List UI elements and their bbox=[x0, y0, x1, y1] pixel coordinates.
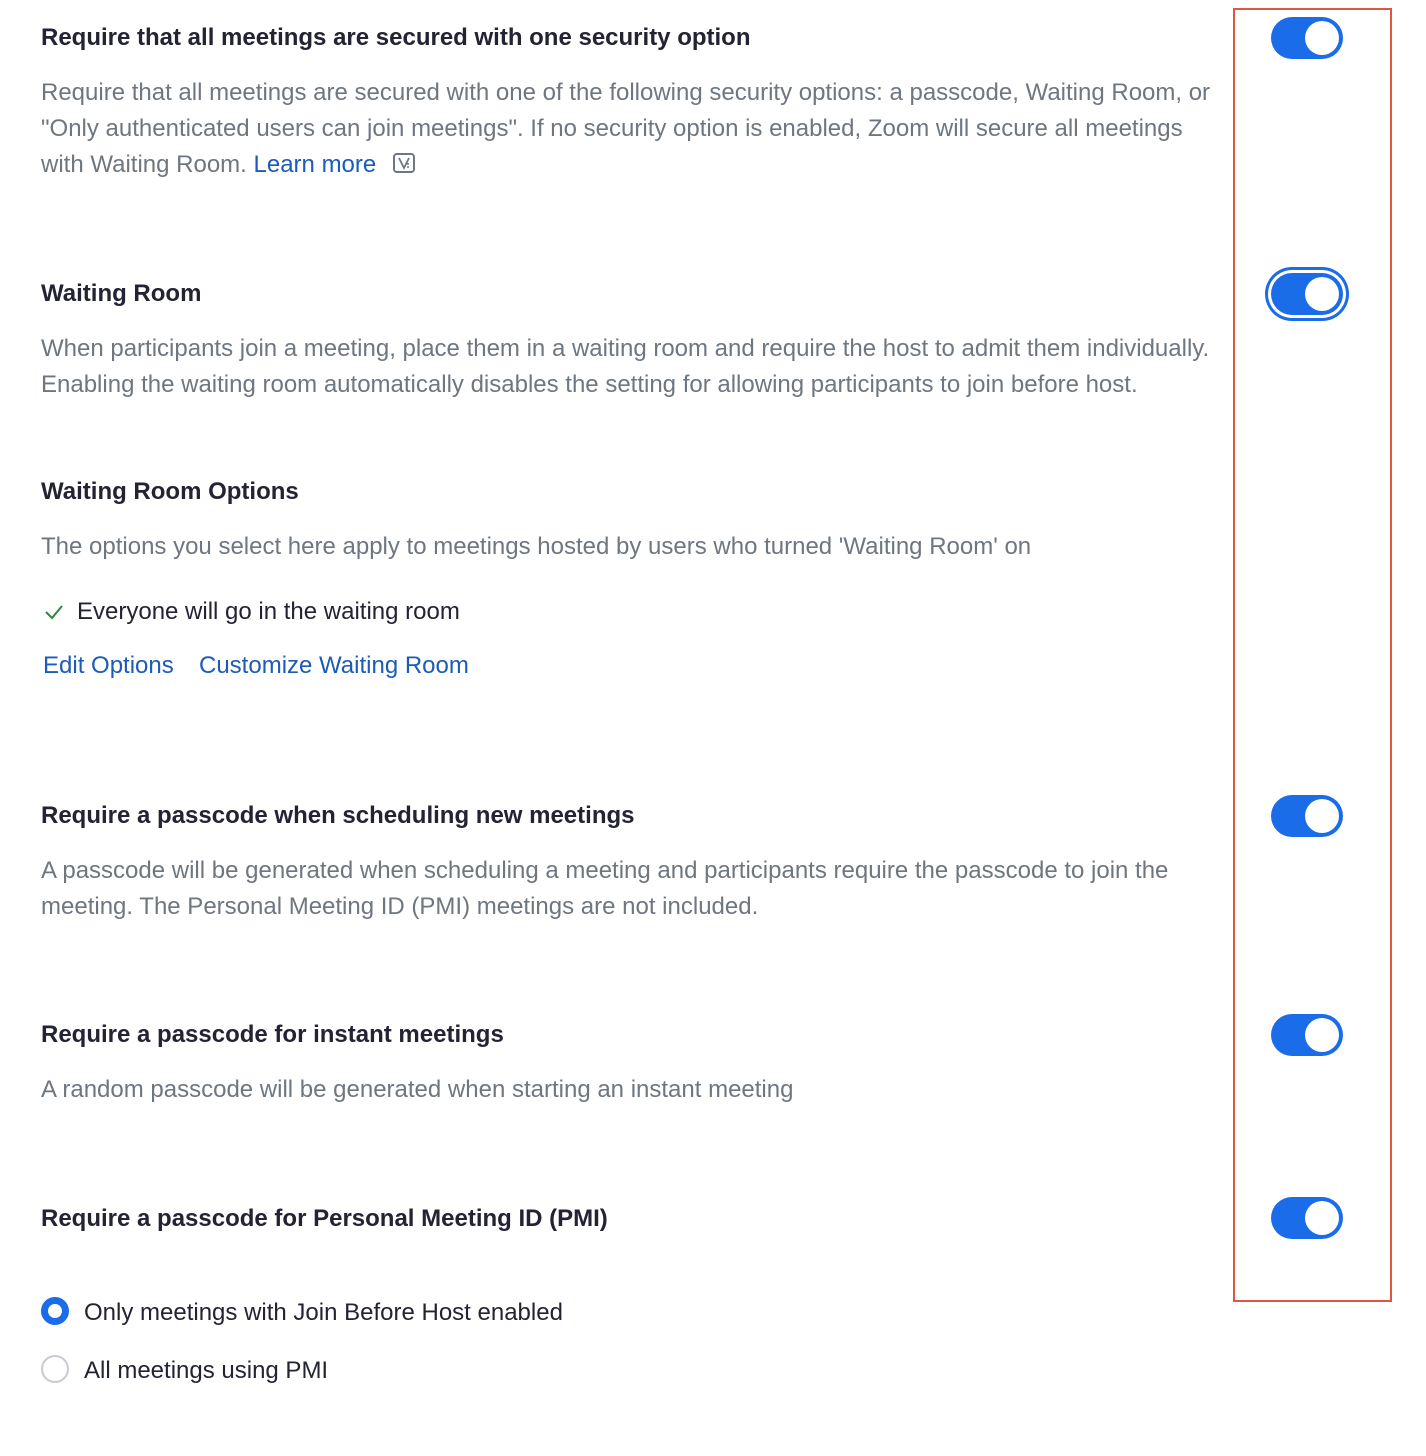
learn-more-link[interactable]: Learn more bbox=[253, 151, 377, 178]
radio-all-meetings-pmi[interactable] bbox=[41, 1355, 69, 1383]
edit-options-link[interactable]: Edit Options bbox=[43, 652, 174, 679]
waiting-room-options-title: Waiting Room Options bbox=[41, 478, 299, 505]
setting-desc-security-option bbox=[41, 75, 1231, 183]
radio-label-join-before-host[interactable]: Only meetings with Join Before Host enabled bbox=[84, 1299, 563, 1326]
customize-waiting-room-link[interactable]: Customize Waiting Room bbox=[199, 652, 469, 679]
highlight-box bbox=[1233, 8, 1392, 1302]
checkmark-icon bbox=[44, 602, 64, 627]
setting-title-security-option: Require that all meetings are secured with one security option bbox=[41, 24, 751, 51]
setting-title-waiting-room: Waiting Room bbox=[41, 280, 202, 307]
radio-join-before-host[interactable] bbox=[41, 1297, 69, 1325]
setting-desc-passcode-scheduling: A passcode will be generated when scheduling a meeting and participants require the passcode to join the meeting. The Personal Meeting ID (PMI) meetings are not included. bbox=[41, 857, 1169, 920]
radio-label-all-meetings-pmi[interactable]: All meetings using PMI bbox=[84, 1357, 329, 1384]
setting-title-passcode-instant: Require a passcode for instant meetings bbox=[41, 1021, 504, 1048]
waiting-room-selected-option: Everyone will go in the waiting room bbox=[77, 598, 460, 625]
waiting-room-options-desc: The options you select here apply to meetings hosted by users who turned 'Waiting Room' on bbox=[41, 533, 1032, 560]
security-option-desc-text: Require that all meetings are secured with one of the following security options: a passcode, Waiting Room, or "Only authenticated users can join meetings". If no security option is enabled, Zoom will secure all meetings with Waiting Room. bbox=[41, 79, 1211, 178]
setting-desc-waiting-room: When participants join a meeting, place them in a waiting room and require the host to admit them individually. Enabling the waiting room automatically disables the setting for allowing participants to join before host. bbox=[41, 335, 1210, 398]
setting-desc-passcode-instant: A random passcode will be generated when starting an instant meeting bbox=[41, 1076, 794, 1103]
setting-title-passcode-pmi: Require a passcode for Personal Meeting ID (PMI) bbox=[41, 1205, 608, 1232]
external-link-icon[interactable] bbox=[393, 153, 415, 173]
setting-title-passcode-scheduling: Require a passcode when scheduling new meetings bbox=[41, 802, 635, 829]
